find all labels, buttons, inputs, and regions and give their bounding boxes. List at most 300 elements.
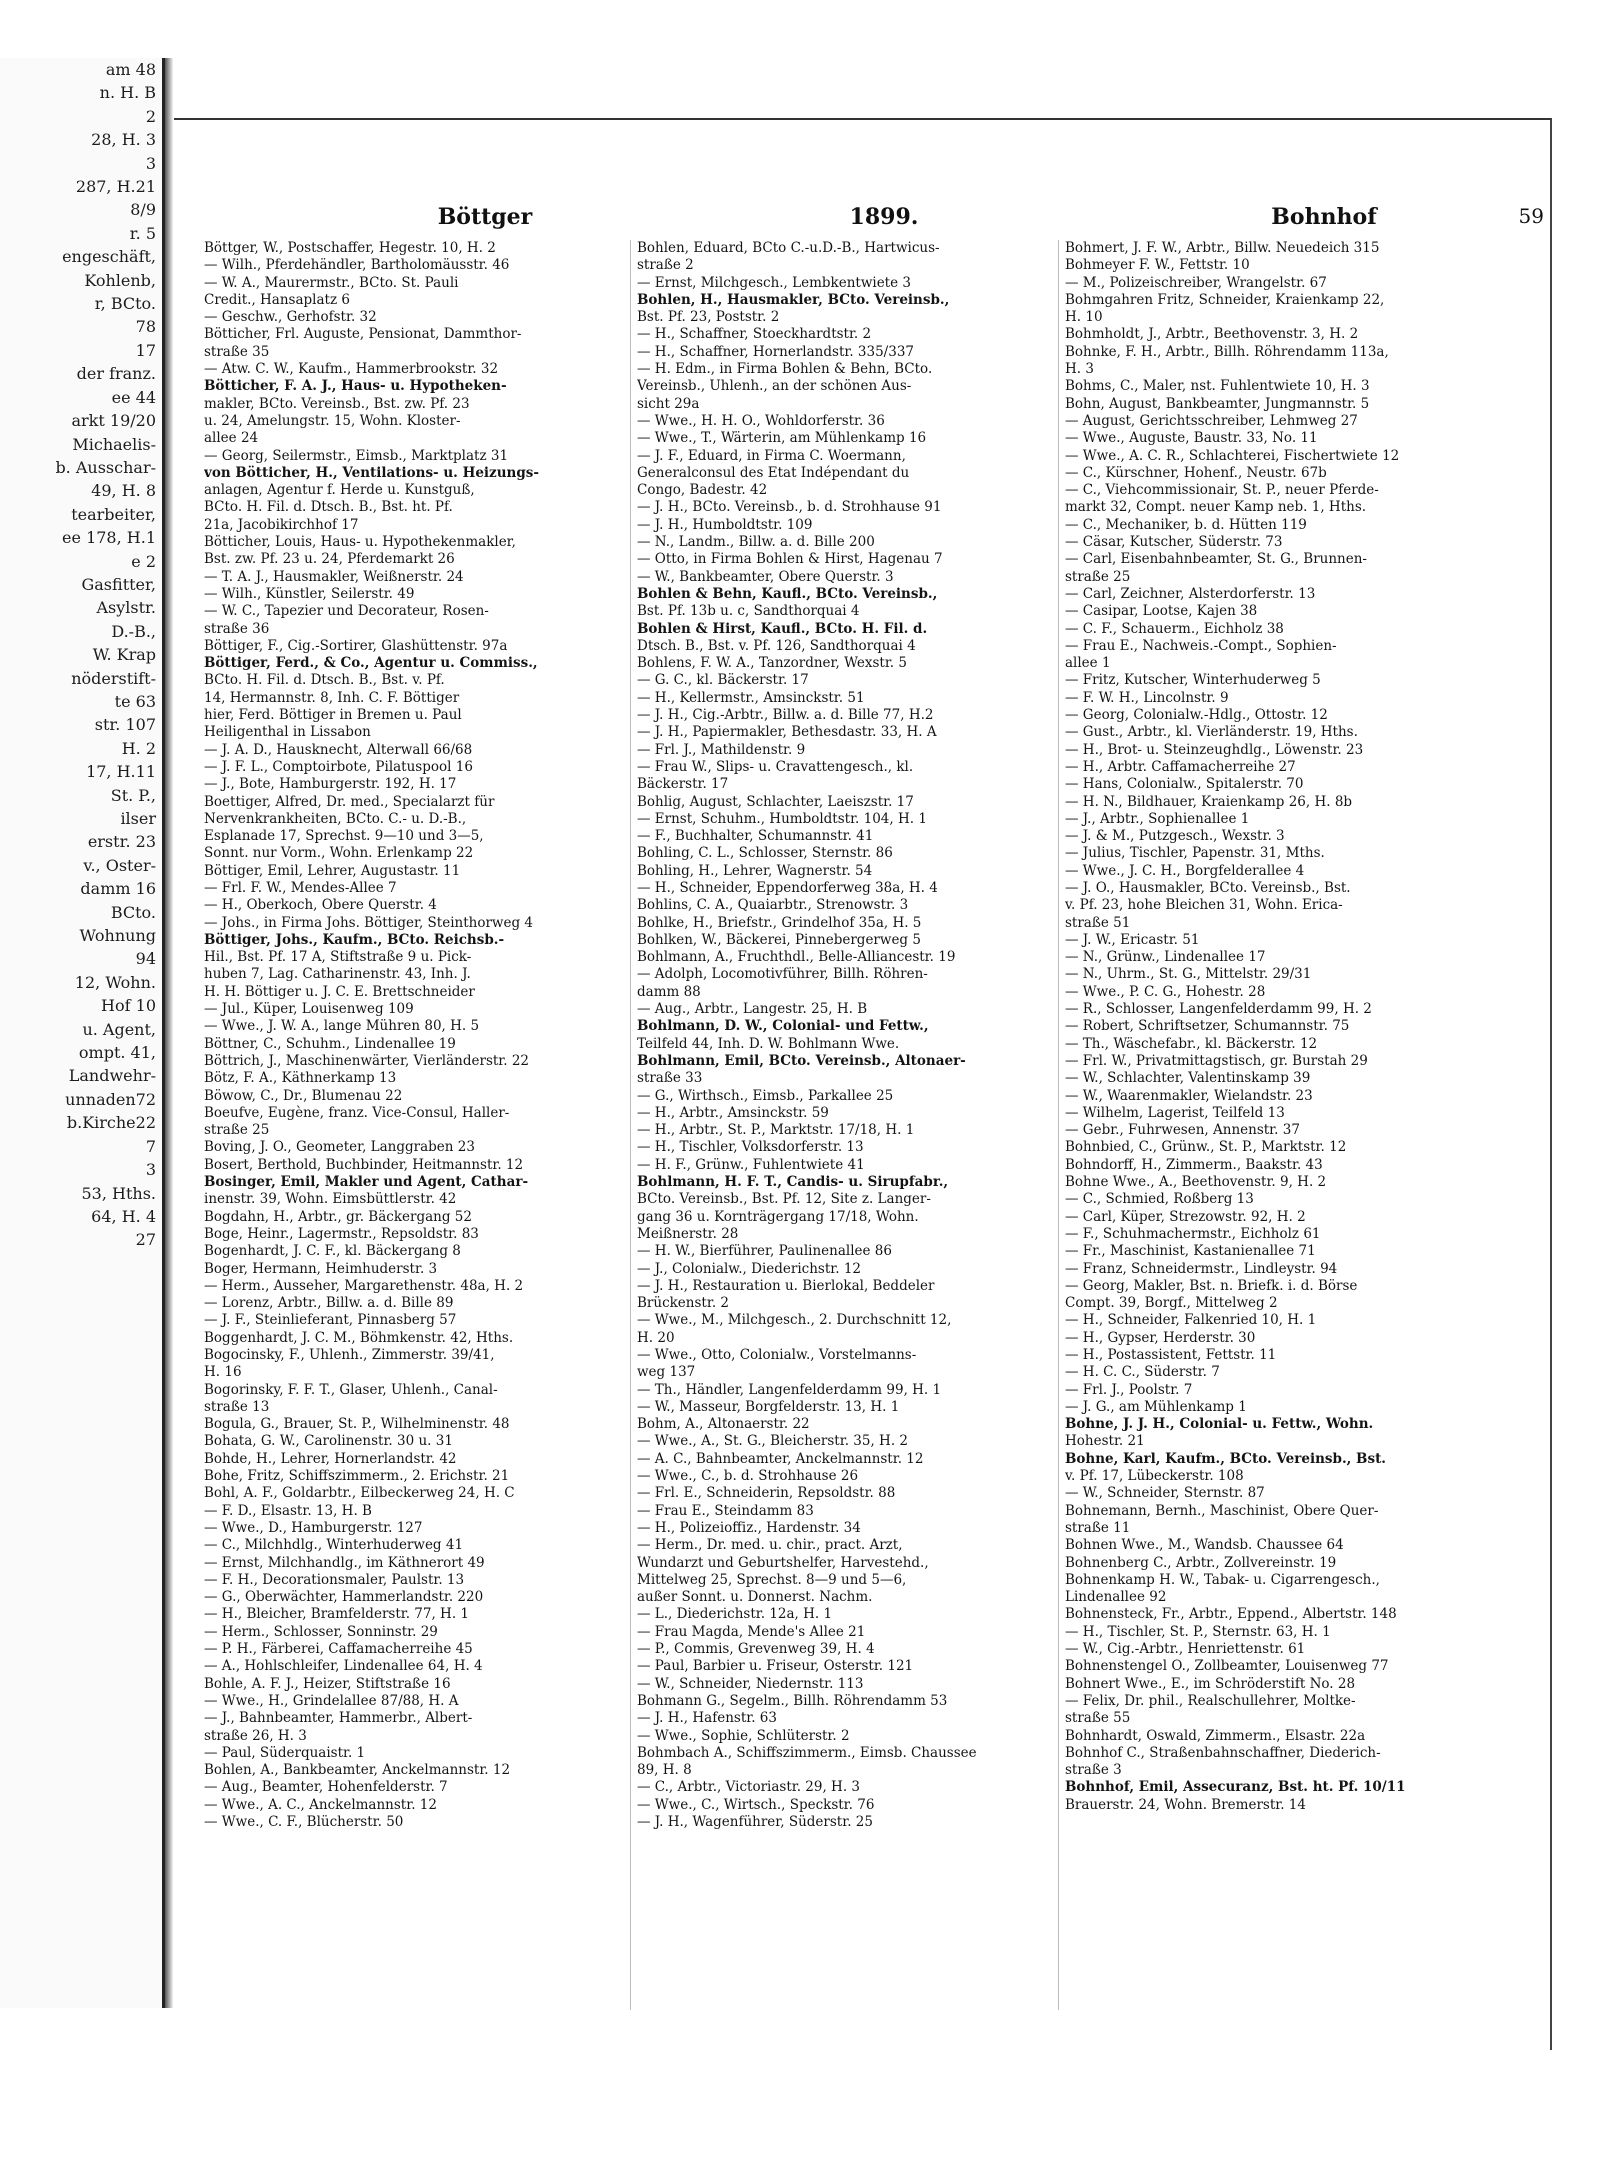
directory-entry-line: Bohlens, F. W. A., Tanzordner, Wexstr. 5 <box>637 655 907 672</box>
directory-entry-line: Bäckerstr. 17 <box>637 776 729 793</box>
directory-entry-line: — Georg, Seilermstr., Eimsb., Marktplatz 31 <box>204 447 509 464</box>
previous-page-fragment: der franz. <box>76 364 156 384</box>
directory-page <box>174 118 1552 2050</box>
directory-entry-line: — C., Kürschner, Hohenf., Neustr. 67b <box>1065 464 1327 481</box>
directory-entry-line: — C., Milchhdlg., Winterhuderweg 41 <box>204 1537 464 1554</box>
directory-entry-line: — Casipar, Lootse, Kajen 38 <box>1065 603 1258 620</box>
directory-entry-line: Generalconsul des Etat Indépendant du <box>637 464 910 481</box>
directory-entry-line: Bohnbied, C., Grünw., St. P., Marktstr. 12 <box>1065 1139 1347 1156</box>
directory-entry-line: Bogdahn, H., Arbtr., gr. Bäckergang 52 <box>204 1208 472 1225</box>
directory-entry-line: Bohms, C., Maler, nst. Fuhlentwiete 10, H. 3 <box>1065 378 1370 395</box>
directory-entry-line: Bohmholdt, J., Arbtr., Beethovenstr. 3, H. 2 <box>1065 326 1359 343</box>
directory-entry-line: Bohmert, J. F. W., Arbtr., Billw. Neuedeich 315 <box>1065 240 1380 256</box>
directory-entry-line: Credit., Hansaplatz 6 <box>204 291 350 308</box>
running-head-year: 1899. <box>849 204 919 230</box>
directory-entry-line: Bohata, G. W., Carolinenstr. 30 u. 31 <box>204 1433 453 1450</box>
directory-entry-line: BCto. H. Fil. d. Dtsch. B., Bst. ht. Pf. <box>204 499 453 516</box>
directory-entry-line: BCto. Vereinsb., Bst. Pf. 12, Site z. Langer- <box>637 1191 931 1208</box>
previous-page-fragment: str. 107 <box>94 715 156 735</box>
previous-page-fragment: Hof 10 <box>101 996 156 1016</box>
directory-entry-line: — Wwe., J. C. H., Borgfelderallee 4 <box>1065 862 1305 879</box>
directory-entry-line: Bohndorff, H., Zimmerm., Baakstr. 43 <box>1065 1156 1323 1173</box>
previous-page-fragment: Landwehr- <box>68 1066 156 1086</box>
directory-entry-line: — J. H., Humboldtstr. 109 <box>637 516 813 533</box>
directory-entry-line: hier, Ferd. Böttiger in Bremen u. Paul <box>204 707 462 724</box>
directory-entry-line: — Wwe., P. C. G., Hohestr. 28 <box>1065 983 1266 1000</box>
previous-page-fragment: damm 16 <box>80 879 156 899</box>
directory-entry-line: Mittelweg 25, Sprechst. 8—9 und 5—6, <box>637 1571 907 1588</box>
previous-page-fragment: te 63 <box>114 691 156 711</box>
directory-entry-line: — Johs., in Firma Johs. Böttiger, Steinthorweg 4 <box>204 914 533 931</box>
previous-page-fragment: ompt. 41, <box>78 1043 156 1063</box>
directory-entry-line: Bohlen, A., Bankbeamter, Anckelmannstr. 12 <box>204 1762 511 1779</box>
directory-entry-line: — G., Oberwächter, Hammerlandstr. 220 <box>204 1589 484 1606</box>
directory-entry-line: Bogula, G., Brauer, St. P., Wilhelminenstr. 48 <box>204 1416 510 1433</box>
previous-page-fragment: 3 <box>145 153 156 173</box>
previous-page-fragment: r, BCto. <box>94 294 156 314</box>
previous-page-strip <box>0 58 165 2008</box>
directory-entry-line: Sonnt. nur Vorm., Wohn. Erlenkamp 22 <box>204 845 474 862</box>
directory-entry-line: Bohlen, Eduard, BCto C.-u.D.-B., Hartwicus- <box>637 240 940 256</box>
directory-entry-line: — Carl, Küper, Strezowstr. 92, H. 2 <box>1065 1208 1306 1225</box>
directory-entry-line: — J. F. L., Comptoirbote, Pilatuspool 16 <box>204 758 473 775</box>
directory-entry-line: v. Pf. 17, Lübeckerstr. 108 <box>1065 1468 1244 1485</box>
directory-entry-line: straße 13 <box>204 1398 270 1415</box>
directory-entry-line: — Franz, Schneidermstr., Lindleystr. 94 <box>1065 1260 1338 1277</box>
directory-entry-line: — Ernst, Schuhm., Humboldtstr. 104, H. 1 <box>637 810 927 827</box>
directory-entry-line: — H., Schaffner, Stoeckhardtstr. 2 <box>637 326 872 343</box>
directory-entry-line: — Wwe., A. C., Anckelmannstr. 12 <box>204 1796 437 1813</box>
directory-entry-line: Bst. Pf. 23, Poststr. 2 <box>637 309 780 326</box>
directory-entry-line: Compt. 39, Borgf., Mittelweg 2 <box>1065 1295 1278 1312</box>
directory-entry-line: Hohestr. 21 <box>1065 1433 1145 1450</box>
previous-page-fragment: engeschäft, <box>62 247 156 267</box>
directory-entry-line: — W., Schneider, Sternstr. 87 <box>1065 1485 1265 1502</box>
directory-entry-line: straße 33 <box>637 1070 703 1087</box>
directory-entry-line: Nervenkrankheiten, BCto. C.- u. D.-B., <box>204 810 467 827</box>
directory-entry-line: Bohmgahren Fritz, Schneider, Kraienkamp 22, <box>1065 291 1385 308</box>
directory-entry-line: straße 55 <box>1065 1710 1131 1727</box>
directory-entry-line: Böttiger, Johs., Kaufm., BCto. Reichsb.- <box>204 931 505 948</box>
previous-page-fragment: nöderstift- <box>71 668 156 688</box>
previous-page-fragment: ee 178, H.1 <box>62 528 156 548</box>
directory-entry-line: — Carl, Eisenbahnbeamter, St. G., Brunnen- <box>1065 551 1367 568</box>
previous-page-fragment: v., Oster- <box>83 855 156 875</box>
directory-entry-line: Boeufve, Eugène, franz. Vice-Consul, Haller- <box>204 1104 510 1121</box>
directory-entry-line: Bötticher, Frl. Auguste, Pensionat, Dammthor- <box>204 326 522 343</box>
directory-entry-line: Lindenallee 92 <box>1065 1589 1167 1606</box>
directory-entry-line: Bohlen, H., Hausmakler, BCto. Vereinsb., <box>637 291 950 308</box>
directory-entry-line: Bötz, F. A., Käthnerkamp 13 <box>204 1070 397 1087</box>
directory-entry-line: — H., Postassistent, Fettstr. 11 <box>1065 1347 1277 1363</box>
directory-entry-line: — Frau Magda, Mende's Allee 21 <box>637 1623 866 1640</box>
page-number: 59 <box>1518 204 1544 228</box>
directory-entry-line: — August, Gerichtsschreiber, Lehmweg 27 <box>1065 412 1358 429</box>
directory-entry-line: allee 1 <box>1065 655 1111 672</box>
previous-page-fragment: am 48 <box>105 60 156 79</box>
directory-entry-line: — Wwe., J. W. A., lange Mühren 80, H. 5 <box>204 1018 480 1035</box>
directory-entry-line: Bohnenberg C., Arbtr., Zollvereinstr. 19 <box>1065 1554 1337 1571</box>
running-head-right: Bohnhof <box>1271 204 1377 230</box>
directory-entry-line: — Herm., Schlosser, Sonninstr. 29 <box>204 1623 438 1640</box>
directory-entry-line: — W., Cig.-Arbtr., Henriettenstr. 61 <box>1065 1641 1306 1658</box>
previous-page-fragment: 17, H.11 <box>86 762 156 782</box>
directory-entry-line: — F., Buchhalter, Schumannstr. 41 <box>637 828 874 845</box>
directory-entry-line: Bohnenstengel O., Zollbeamter, Louisenweg 77 <box>1065 1658 1389 1675</box>
directory-entry-line: H. H. Böttiger u. J. C. E. Brettschneider <box>204 983 475 1000</box>
directory-entry-line: Bohe, Fritz, Schiffszimmerm., 2. Erichstr. 21 <box>204 1468 510 1485</box>
directory-entry-line: straße 3 <box>1065 1762 1122 1779</box>
directory-entry-line: sicht 29a <box>637 395 700 412</box>
directory-entry-line: straße 11 <box>1065 1519 1131 1536</box>
directory-entry-line: — J. H., Restauration u. Bierlokal, Beddeler <box>637 1277 935 1294</box>
directory-entry-line: — J. H., Papiermakler, Bethesdastr. 33, H. A <box>637 724 937 741</box>
previous-page-fragment: H. 2 <box>121 738 156 758</box>
directory-entry-line: Bosert, Berthold, Buchbinder, Heitmannstr. 12 <box>204 1156 524 1173</box>
previous-page-fragment: e 2 <box>131 551 156 571</box>
previous-page-fragment: unnaden72 <box>65 1089 156 1109</box>
directory-entry-line: 89, H. 8 <box>637 1762 692 1779</box>
directory-entry-line: — J., Colonialw., Diederichstr. 12 <box>637 1260 862 1277</box>
directory-entry-line: — H., Schneider, Falkenried 10, H. 1 <box>1065 1312 1317 1329</box>
directory-entry-line: — Fr., Maschinist, Kastanienallee 71 <box>1065 1243 1316 1260</box>
directory-entry-line: makler, BCto. Vereinsb., Bst. zw. Pf. 23 <box>204 395 470 412</box>
directory-entry-line: Brauerstr. 24, Wohn. Bremerstr. 14 <box>1065 1796 1306 1813</box>
running-head-left: Böttger <box>437 204 533 230</box>
directory-entry-line: u. 24, Amelungstr. 15, Wohn. Kloster- <box>204 412 461 429</box>
directory-entry-line: Bosinger, Emil, Makler und Agent, Cathar- <box>204 1174 529 1191</box>
directory-entry-line: — Julius, Tischler, Papenstr. 31, Mths. <box>1065 845 1325 862</box>
directory-entry-line: — H. W., Bierführer, Paulinenallee 86 <box>637 1243 892 1260</box>
directory-entry-line: — Fritz, Kutscher, Winterhuderweg 5 <box>1065 672 1321 689</box>
directory-entry-line: damm 88 <box>637 983 701 1000</box>
directory-entry-line: Bohlke, H., Briefstr., Grindelhof 35a, H. 5 <box>637 914 922 931</box>
previous-page-fragment: 3 <box>145 1160 156 1180</box>
directory-entry-line: — Wilh., Pferdehändler, Bartholomäusstr. 46 <box>204 257 510 274</box>
directory-entry-line: — H. N., Bildhauer, Kraienkamp 26, H. 8b <box>1065 793 1353 810</box>
directory-entry-line: straße 36 <box>204 620 270 637</box>
directory-entry-line: Bohmeyer F. W., Fettstr. 10 <box>1065 257 1250 274</box>
directory-entry-line: Bohne, J. J. H., Colonial- u. Fettw., Wohn. <box>1065 1416 1374 1433</box>
directory-entry-line: Bohlmann, Emil, BCto. Vereinsb., Altonaer- <box>637 1052 966 1069</box>
directory-entry-line: — H. C. C., Süderstr. 7 <box>1065 1364 1220 1381</box>
directory-entry-line: — L., Diederichstr. 12a, H. 1 <box>637 1606 833 1623</box>
directory-column-3 <box>1058 240 1481 2010</box>
directory-entry-line: straße 51 <box>1065 914 1131 931</box>
directory-entry-line: — M., Polizeischreiber, Wrangelstr. 67 <box>1065 274 1327 291</box>
directory-entry-line: Bohnenkamp H. W., Tabak- u. Cigarrengesch., <box>1065 1571 1380 1588</box>
previous-page-fragment: n. H. B <box>99 83 156 103</box>
directory-entry-line: — Frau E., Nachweis.-Compt., Sophien- <box>1065 637 1337 654</box>
previous-page-fragment: Michaelis- <box>72 434 156 454</box>
directory-entry-line: — Lorenz, Arbtr., Billw. a. d. Bille 89 <box>204 1295 454 1312</box>
previous-page-fragment: 8/9 <box>130 200 156 220</box>
directory-entry-line: — H. F., Grünw., Fuhlentwiete 41 <box>637 1156 865 1173</box>
directory-entry-line: — Ernst, Milchhandlg., im Käthnerort 49 <box>204 1554 485 1571</box>
previous-page-fragment: W. Krap <box>92 645 156 665</box>
directory-entry-line: — J. F., Eduard, in Firma C. Woermann, <box>637 447 906 464</box>
directory-entry-line: — Frau W., Slips- u. Cravattengesch., kl. <box>637 758 914 775</box>
directory-entry-line: — H., Kellermstr., Amsinckstr. 51 <box>637 689 865 706</box>
directory-entry-line: Bohlken, W., Bäckerei, Pinnebergerweg 5 <box>637 931 921 948</box>
directory-entry-line: — T. A. J., Hausmakler, Weißnerstr. 24 <box>204 568 464 585</box>
directory-entry-line: — W., Bankbeamter, Obere Querstr. 3 <box>637 568 894 585</box>
directory-entry-line: — Wwe., H. H. O., Wohldorferstr. 36 <box>637 412 885 429</box>
directory-entry-line: straße 25 <box>204 1122 270 1139</box>
previous-page-fragment: 78 <box>135 317 156 337</box>
directory-entry-line: Bohnensteck, Fr., Arbtr., Eppend., Albertstr. 148 <box>1065 1606 1397 1623</box>
previous-page-fragment: 27 <box>135 1230 156 1250</box>
previous-page-fragment: St. P., <box>110 785 156 805</box>
directory-entry-line: Bohm, A., Altonaerstr. 22 <box>637 1416 810 1433</box>
directory-entry-line: Böttrich, J., Maschinenwärter, Vierländerstr. 22 <box>204 1052 530 1069</box>
directory-entry-line: — J. A. D., Hausknecht, Alterwall 66/68 <box>204 741 473 758</box>
directory-entry-line: — Aug., Arbtr., Langestr. 25, H. B <box>637 1001 868 1018</box>
directory-entry-line: — Gust., Arbtr., kl. Vierländerstr. 19, Hths. <box>1065 724 1358 741</box>
directory-entry-line: — H., Gypser, Herderstr. 30 <box>1065 1329 1256 1346</box>
directory-entry-line: Bohlig, August, Schlachter, Laeiszstr. 17 <box>637 793 914 810</box>
directory-entry-line: — Wilhelm, Lagerist, Teilfeld 13 <box>1065 1104 1285 1121</box>
previous-page-fragment: Kohlenb, <box>84 270 156 290</box>
previous-page-fragment: 7 <box>145 1136 156 1156</box>
directory-entry-line: — J., Arbtr., Sophienallee 1 <box>1065 810 1250 827</box>
directory-entry-line: — Paul, Barbier u. Friseur, Osterstr. 121 <box>637 1658 914 1675</box>
previous-page-fragment: 2 <box>145 106 156 126</box>
directory-entry-line: — Robert, Schriftsetzer, Schumannstr. 75 <box>1065 1018 1350 1035</box>
directory-entry-line: Bohling, H., Lehrer, Wagnerstr. 54 <box>637 862 873 879</box>
previous-page-fragment: erstr. 23 <box>87 832 156 852</box>
directory-entry-line: Bohnemann, Bernh., Maschinist, Obere Quer- <box>1065 1502 1379 1519</box>
previous-page-fragment: 49, H. 8 <box>91 481 156 501</box>
directory-entry-line: Vereinsb., Uhlenh., an der schönen Aus- <box>637 378 912 395</box>
previous-page-fragment: r. 5 <box>129 223 156 243</box>
directory-entry-line: Boge, Heinr., Lagermstr., Repsoldstr. 83 <box>204 1225 479 1242</box>
directory-entry-line: — Hans, Colonialw., Spitalerstr. 70 <box>1065 776 1304 793</box>
previous-page-fragment: ee 44 <box>111 387 156 407</box>
directory-entry-line: — Wwe., D., Hamburgerstr. 127 <box>204 1519 423 1536</box>
directory-entry-line: — Wwe., A. C. R., Schlachterei, Fischertwiete 12 <box>1065 447 1400 464</box>
directory-entry-line: H. 16 <box>204 1364 242 1381</box>
previous-page-fragment: 12, Wohn. <box>74 972 156 992</box>
directory-entry-line: Bohlen & Hirst, Kaufl., BCto. H. Fil. d. <box>637 620 928 637</box>
directory-entry-line: — W., Masseur, Borgfelderstr. 13, H. 1 <box>637 1398 900 1415</box>
directory-entry-line: — W., Schneider, Niedernstr. 113 <box>637 1675 864 1692</box>
directory-entry-line: — Wwe., Auguste, Baustr. 33, No. 11 <box>1065 430 1318 447</box>
directory-entry-line: — Georg, Makler, Bst. n. Briefk. i. d. Börse <box>1065 1277 1358 1294</box>
directory-entry-line: — Cäsar, Kutscher, Süderstr. 73 <box>1065 534 1283 551</box>
directory-entry-line: — H. Edm., in Firma Bohlen & Behn, BCto. <box>637 361 933 378</box>
directory-entry-line: Böwow, C., Dr., Blumenau 22 <box>204 1087 403 1104</box>
directory-entry-line: — Th., Wäschefabr., kl. Bäckerstr. 12 <box>1065 1035 1318 1052</box>
directory-entry-line: Bogocinsky, F., Uhlenh., Zimmerstr. 39/41, <box>204 1347 495 1363</box>
directory-entry-line: — H., Arbtr. Caffamacherreihe 27 <box>1065 758 1296 775</box>
directory-entry-line: — H., Arbtr., St. P., Marktstr. 17/18, H. 1 <box>637 1122 915 1139</box>
previous-page-fragment: Gasfitter, <box>81 574 156 594</box>
directory-entry-line: Bst. Pf. 13b u. c, Sandthorquai 4 <box>637 603 860 620</box>
previous-page-fragment: BCto. <box>110 902 156 922</box>
directory-entry-line: Bohnhof, Emil, Assecuranz, Bst. ht. Pf. 10/11 <box>1065 1779 1406 1796</box>
directory-entry-line: Böttner, C., Schuhm., Lindenallee 19 <box>204 1035 456 1052</box>
directory-entry-line: — F. H., Decorationsmaler, Paulstr. 13 <box>204 1571 465 1588</box>
directory-entry-line: — Wwe., T., Wärterin, am Mühlenkamp 16 <box>637 430 927 447</box>
directory-entry-line: — Th., Händler, Langenfelderdamm 99, H. 1 <box>637 1381 942 1398</box>
directory-entry-line: — Wwe., Otto, Colonialw., Vorstelmanns- <box>637 1347 917 1363</box>
directory-entry-line: straße 25 <box>1065 568 1131 585</box>
directory-entry-line: — W. C., Tapezier und Decorateur, Rosen- <box>204 603 489 620</box>
directory-entry-line: — G. C., kl. Bäckerstr. 17 <box>637 672 809 689</box>
directory-entry-line: inenstr. 39, Wohn. Eimsbüttlerstr. 42 <box>204 1191 457 1208</box>
directory-entry-line: — H., Oberkoch, Obere Querstr. 4 <box>204 897 437 914</box>
previous-page-fragment: b. Ausschar- <box>55 457 156 477</box>
directory-entry-line: — G., Wirthsch., Eimsb., Parkallee 25 <box>637 1087 894 1104</box>
directory-entry-line: Congo, Badestr. 42 <box>637 482 768 499</box>
directory-entry-line: — Frl. J., Mathildenstr. 9 <box>637 741 806 758</box>
previous-page-fragment: 94 <box>135 949 156 969</box>
directory-entry-line: Bohlen & Behn, Kaufl., BCto. Vereinsb., <box>637 585 938 602</box>
directory-entry-line: — H., Tischler, Volksdorferstr. 13 <box>637 1139 864 1156</box>
directory-entry-line: — Otto, in Firma Bohlen & Hirst, Hagenau 7 <box>637 551 943 568</box>
directory-entry-line: — Wwe., C., Wirtsch., Speckstr. 76 <box>637 1796 875 1813</box>
directory-entry-line: — Frl. F. W., Mendes-Allee 7 <box>204 879 397 896</box>
directory-entry-line: — Frl. J., Poolstr. 7 <box>1065 1381 1193 1398</box>
directory-entry-line: Hil., Bst. Pf. 17 A, Stiftstraße 9 u. Pick- <box>204 949 472 966</box>
directory-entry-line: — F. D., Elsastr. 13, H. B <box>204 1502 372 1519</box>
previous-page-fragment: Wohnung <box>79 926 156 946</box>
directory-entry-line: — J. H., BCto. Vereinsb., b. d. Strohhause 91 <box>637 499 942 516</box>
directory-entry-line: von Bötticher, H., Ventilations- u. Heizungs- <box>204 464 539 481</box>
directory-entry-line: — H., Tischler, St. P., Sternstr. 63, H. 1 <box>1065 1623 1331 1640</box>
directory-entry-line: — J. & M., Putzgesch., Wexstr. 3 <box>1065 828 1285 845</box>
directory-entry-line: außer Sonnt. u. Donnerst. Nachm. <box>637 1589 873 1606</box>
directory-entry-line: — F. W. H., Lincolnstr. 9 <box>1065 689 1229 706</box>
directory-entry-line: — J. G., am Mühlenkamp 1 <box>1065 1398 1247 1415</box>
directory-entry-line: — Wwe., C., b. d. Strohhause 26 <box>637 1468 859 1485</box>
directory-entry-line: Bohnen Wwe., M., Wandsb. Chaussee 64 <box>1065 1537 1344 1554</box>
directory-entry-line: Böttiger, F., Cig.-Sortirer, Glashüttenstr. 97a <box>204 637 508 654</box>
directory-column-2 <box>630 240 1053 2010</box>
previous-page-fragment: 64, H. 4 <box>91 1206 156 1226</box>
directory-entry-line: — Geschw., Gerhofstr. 32 <box>204 309 377 326</box>
directory-entry-line: — J. H., Wagenführer, Süderstr. 25 <box>637 1814 873 1831</box>
directory-entry-line: — Frau E., Steindamm 83 <box>637 1502 814 1519</box>
previous-page-fragment: 17 <box>135 340 156 360</box>
directory-entry-line: — H., Brot- u. Steinzeughdlg., Löwenstr. 23 <box>1065 741 1364 758</box>
directory-entry-line: H. 3 <box>1065 361 1094 378</box>
directory-entry-line: — F., Schuhmachermstr., Eichholz 61 <box>1065 1225 1321 1242</box>
directory-entry-line: — Ernst, Milchgesch., Lembkentwiete 3 <box>637 274 911 291</box>
directory-entry-line: straße 35 <box>204 343 270 360</box>
directory-entry-line: — Georg, Colonialw.-Hdlg., Ottostr. 12 <box>1065 707 1328 724</box>
directory-entry-line: — Atw. C. W., Kaufm., Hammerbrookstr. 32 <box>204 361 499 378</box>
directory-entry-line: straße 26, H. 3 <box>204 1727 307 1744</box>
previous-page-fragment: 53, Hths. <box>81 1183 156 1203</box>
directory-entry-line: Bogorinsky, F. F. T., Glaser, Uhlenh., Canal- <box>204 1381 498 1398</box>
directory-entry-line: 21a, Jacobikirchhof 17 <box>204 516 359 533</box>
previous-page-fragment: u. Agent, <box>82 1019 156 1039</box>
directory-entry-line: straße 2 <box>637 257 694 274</box>
directory-entry-line: Bohnert Wwe., E., im Schröderstift No. 28 <box>1065 1675 1356 1692</box>
directory-entry-line: Böttiger, Emil, Lehrer, Augustastr. 11 <box>204 862 461 879</box>
directory-entry-line: Brückenstr. 2 <box>637 1295 729 1312</box>
directory-entry-line: — J. H., Hafenstr. 63 <box>637 1710 777 1727</box>
directory-entry-line: — Paul, Süderquaistr. 1 <box>204 1744 366 1761</box>
directory-entry-line: — J. F., Steinlieferant, Pinnasberg 57 <box>204 1312 457 1329</box>
directory-entry-line: — Adolph, Locomotivführer, Billh. Röhren- <box>637 966 928 983</box>
directory-entry-line: Wundarzt und Geburtshelfer, Harvestehd., <box>637 1554 929 1571</box>
directory-entry-line: anlagen, Agentur f. Herde u. Kunstguß, <box>204 482 475 499</box>
directory-entry-line: Teilfeld 44, Inh. D. W. Bohlmann Wwe. <box>637 1035 900 1052</box>
directory-entry-line: Bötticher, Louis, Haus- u. Hypothekenmakler, <box>204 534 516 551</box>
directory-entry-line: 14, Hermannstr. 8, Inh. C. F. Böttiger <box>204 689 460 706</box>
directory-entry-line: Heiligenthal in Lissabon <box>204 724 371 741</box>
directory-entry-line: — Herm., Ausseher, Margarethenstr. 48a, H. 2 <box>204 1277 524 1294</box>
directory-entry-line: Bohnhof C., Straßenbahnschaffner, Diederich- <box>1065 1744 1381 1761</box>
previous-page-fragment: 28, H. 3 <box>91 130 156 150</box>
directory-entry-line: Bohde, H., Lehrer, Hornerlandstr. 42 <box>204 1450 457 1467</box>
directory-entry-line: — C., Mechaniker, b. d. Hütten 119 <box>1065 516 1307 533</box>
previous-page-fragment: ilser <box>120 809 156 828</box>
previous-page-fragment: Asylstr. <box>96 598 156 618</box>
directory-entry-line: — H., Schneider, Eppendorferweg 38a, H. 4 <box>637 879 938 896</box>
directory-entry-line: Boettiger, Alfred, Dr. med., Specialarzt für <box>204 793 495 810</box>
directory-entry-line: — R., Schlosser, Langenfelderdamm 99, H. 2 <box>1065 1001 1372 1018</box>
directory-entry-line: — J., Bahnbeamter, Hammerbr., Albert- <box>204 1710 473 1727</box>
directory-entry-line: — W. A., Maurermstr., BCto. St. Pauli <box>204 274 459 291</box>
directory-entry-line: — Herm., Dr. med. u. chir., pract. Arzt, <box>637 1537 903 1554</box>
directory-entry-line: — N., Uhrm., St. G., Mittelstr. 29/31 <box>1065 966 1312 983</box>
directory-entry-line: huben 7, Lag. Catharinenstr. 43, Inh. J. <box>204 966 471 983</box>
directory-entry-line: — A., Hohlschleifer, Lindenallee 64, H. 4 <box>204 1658 483 1675</box>
directory-entry-line: — Gebr., Fuhrwesen, Annenstr. 37 <box>1065 1122 1300 1139</box>
directory-entry-line: — A. C., Bahnbeamter, Anckelmannstr. 12 <box>637 1450 924 1467</box>
directory-entry-line: Bohlins, C. A., Quaiarbtr., Strenowstr. 3 <box>637 897 909 914</box>
directory-entry-line: Dtsch. B., Bst. v. Pf. 126, Sandthorquai 4 <box>637 637 916 654</box>
directory-entry-line: — J. O., Hausmakler, BCto. Vereinsb., Bst. <box>1065 879 1351 896</box>
directory-entry-line: Bohne, Karl, Kaufm., BCto. Vereinsb., Bst. <box>1065 1450 1387 1467</box>
directory-entry-line: — N., Grünw., Lindenallee 17 <box>1065 949 1266 966</box>
directory-entry-line: — C., Schmied, Roßberg 13 <box>1065 1191 1254 1208</box>
directory-entry-line: — Jul., Küper, Louisenweg 109 <box>204 1001 414 1018</box>
previous-page-fragment: D.-B., <box>111 621 156 641</box>
previous-page-fragment: tearbeiter, <box>71 504 156 524</box>
directory-entry-line: — H., Bleicher, Bramfelderstr. 77, H. 1 <box>204 1606 470 1623</box>
directory-entry-line: — H., Polizeioffiz., Hardenstr. 34 <box>637 1519 861 1536</box>
directory-entry-line: Bohl, A. F., Goldarbtr., Eilbeckerweg 24, H. C <box>204 1485 515 1502</box>
directory-entry-line: Bohn, August, Bankbeamter, Jungmannstr. 5 <box>1065 395 1370 412</box>
previous-page-fragment: b.Kirche22 <box>66 1113 156 1133</box>
directory-entry-line: Boger, Hermann, Heimhuderstr. 3 <box>204 1260 438 1277</box>
directory-entry-line: — N., Landm., Billw. a. d. Bille 200 <box>637 534 875 551</box>
directory-entry-line: Bötticher, F. A. J., Haus- u. Hypotheken- <box>204 378 507 395</box>
directory-entry-line: Böttiger, Ferd., & Co., Agentur u. Commiss., <box>204 655 538 672</box>
directory-entry-line: weg 137 <box>637 1364 696 1381</box>
directory-entry-line: — P. H., Färberei, Caffamacherreihe 45 <box>204 1641 473 1658</box>
directory-entry-line: — C., Viehcommissionair, St. P., neuer Pferde- <box>1065 482 1379 499</box>
directory-entry-line: allee 24 <box>204 430 259 447</box>
directory-entry-line: Boggenhardt, J. C. M., Böhmkenstr. 42, Hths. <box>204 1329 514 1346</box>
directory-entry-line: — Wwe., M., Milchgesch., 2. Durchschnitt 12, <box>637 1312 952 1329</box>
directory-entry-line: — H., Schaffner, Hornerlandstr. 335/337 <box>637 343 915 360</box>
directory-entry-line: Bogenhardt, J. C. F., kl. Bäckergang 8 <box>204 1243 461 1260</box>
directory-entry-line: — C., Arbtr., Victoriastr. 29, H. 3 <box>637 1779 861 1796</box>
directory-entry-line: — J. H., Cig.-Arbtr., Billw. a. d. Bille 77, H.2 <box>637 707 934 724</box>
directory-entry-line: — Wwe., C. F., Blücherstr. 50 <box>204 1814 404 1831</box>
directory-entry-line: Bohmbach A., Schiffszimmerm., Eimsb. Chaussee <box>637 1744 977 1761</box>
directory-entry-line: — Felix, Dr. phil., Realschullehrer, Moltke- <box>1065 1692 1356 1709</box>
directory-entry-line: gang 36 u. Kornträgergang 17/18, Wohn. <box>637 1208 919 1225</box>
directory-entry-line: — J., Bote, Hamburgerstr. 192, H. 17 <box>204 776 457 793</box>
directory-entry-line: — Frl. W., Privatmittagstisch, gr. Burstah 29 <box>1065 1052 1368 1069</box>
